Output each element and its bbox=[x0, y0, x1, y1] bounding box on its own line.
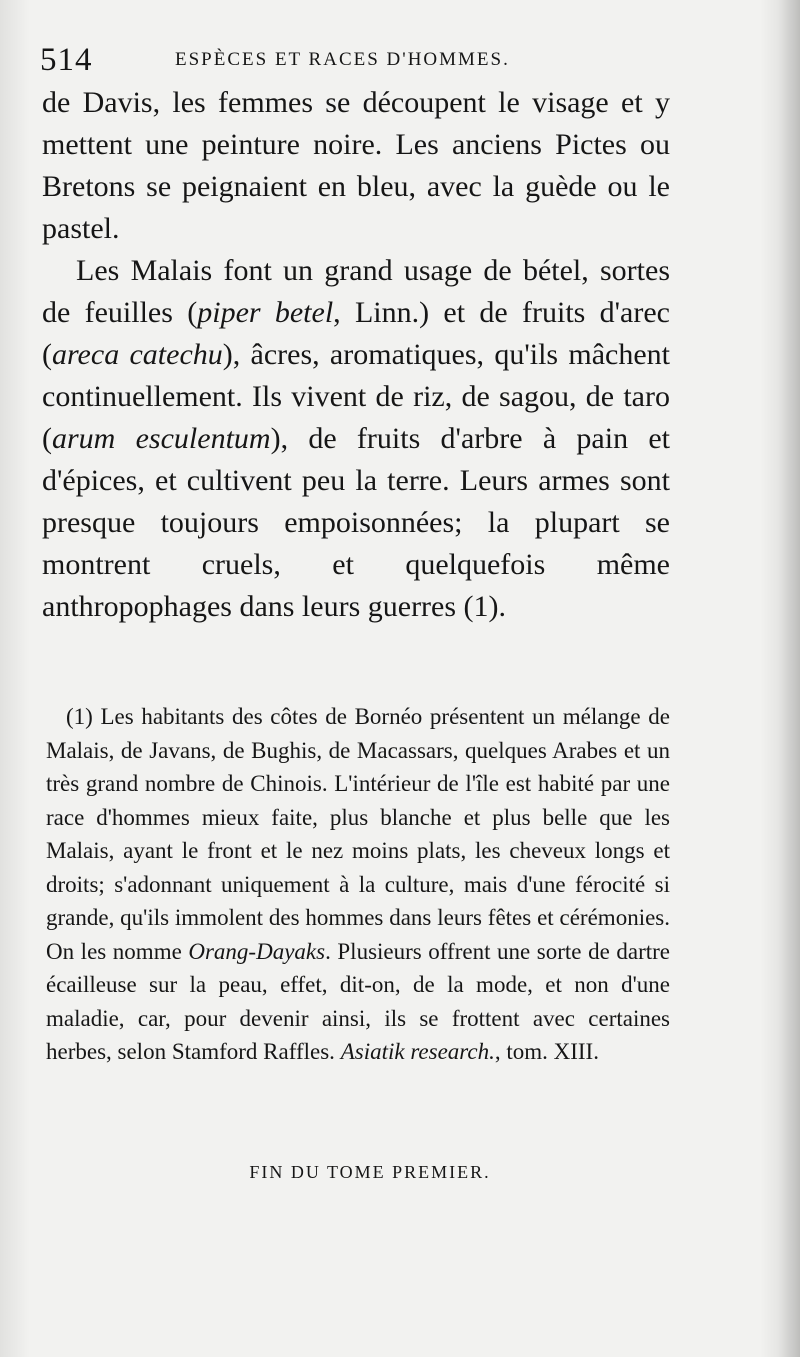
footnote bbox=[46, 700, 670, 1069]
footnote-paragraph bbox=[46, 700, 670, 1069]
paragraph-2-text-4: ), de fruits d'arbre à pain et d'épices, et cultivent peu la terre. Leurs armes sont presque toujours empoisonnées; la plupart se montrent cruels, et quelquefois même anthropophages dans leurs guerres (1). bbox=[42, 422, 671, 623]
paragraph-2-italic-1: piper betel bbox=[197, 296, 334, 329]
paragraph-2-italic-2: areca catechu bbox=[52, 338, 223, 371]
footnote-text-2: . Plusieurs offrent une sorte de dartre écailleuse sur la peau, effet, dit-on, de la mode, et non d'une maladie, car, pour devenir ainsi, ils se frottent avec certaines herbes, selon Stamford Raffles. bbox=[46, 938, 670, 1064]
footnote-italic-1: Orang-Dayaks bbox=[188, 938, 326, 964]
paragraph-2 bbox=[42, 250, 670, 628]
paragraph-2-italic-3: arum esculentum bbox=[52, 422, 271, 455]
page-number: 514 bbox=[40, 42, 93, 78]
paragraph-2-text-3: ), âcres, aromatiques, qu'ils mâchent continuellement. Ils vivent de riz, de sagou, de taro ( bbox=[42, 338, 670, 455]
paragraph-2-text-2: , Linn.) et de fruits d'arec ( bbox=[42, 296, 670, 371]
paragraph-1: de Davis, les femmes se découpent le visage et y mettent une peinture noire. Les anciens Pictes ou Bretons se peignaient en bleu, avec la guède ou le pastel. bbox=[42, 86, 670, 245]
main-text bbox=[42, 82, 670, 628]
paragraph-2-text-1: Les Malais font un grand usage de bétel, sortes de feuilles ( bbox=[42, 254, 670, 329]
footnote-text-3: , tom. XIII. bbox=[494, 1039, 599, 1064]
end-of-volume-note: FIN DU TOME PREMIER. bbox=[249, 1162, 491, 1182]
page-header bbox=[40, 40, 680, 80]
running-head: ESPÈCES ET RACES D'HOMMES. bbox=[175, 49, 510, 70]
footnote-text-1: (1) Les habitants des côtes de Bornéo présentent un mélange de Malais, de Javans, de Bughis, de Macassars, quelques Arabes et un très grand nombre de Chinois. L'intérieur de l'île est habité par une race d'hommes mieux faite, plus blanche et plus belle que les Malais, ayant le front et le nez moins plats, les cheveux longs et droits; s'adonnant uniquement à la culture, mais d'une férocité si grande, qu'ils immolent des hommes dans leurs fêtes et cérémonies. On les nomme bbox=[46, 704, 670, 964]
footnote-italic-2: Asiatik research. bbox=[340, 1039, 495, 1064]
